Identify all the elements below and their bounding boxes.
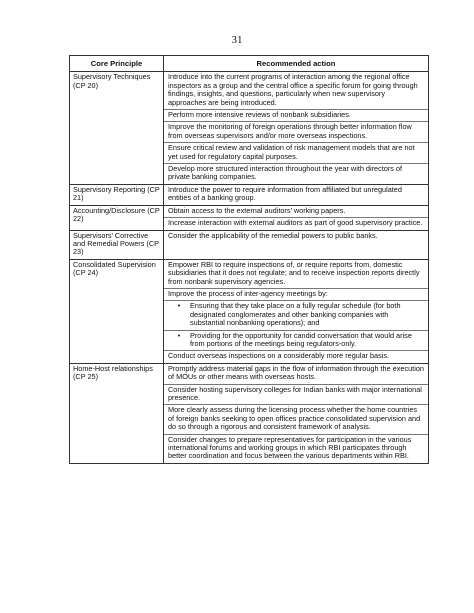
action-text: Consider hosting supervisory colleges for Indian banks with major international presence. <box>164 384 428 405</box>
core-principle-cell <box>70 230 164 259</box>
bullet-icon: • <box>177 330 181 340</box>
core-principle-cell <box>70 205 164 230</box>
action-text: Consider the applicability of the remedial powers to public banks. <box>168 230 378 240</box>
recommended-action-cell <box>164 230 429 259</box>
core-principle-label: Accounting/Disclosure (CP 22) <box>73 205 160 224</box>
header-core-principle: Core Principle <box>70 56 164 72</box>
table-row <box>70 184 429 205</box>
action-text: Introduce the power to require information from affiliated but unregulated entities of a banking group. <box>168 184 402 203</box>
recommended-action-cell <box>164 363 429 463</box>
action-text: Ensure critical review and validation of risk management models that are not yet used for regulatory capital purposes. <box>164 142 428 163</box>
core-principle-cell <box>70 363 164 463</box>
recommended-action-cell <box>164 205 429 230</box>
core-principle-label: Consolidated Supervision (CP 24) <box>73 259 156 278</box>
core-principle-label: Supervisory Reporting (CP 21) <box>73 184 160 203</box>
table-row <box>70 230 429 259</box>
action-text: Empower RBI to require inspections of, or require reports from, domestic subsidiaries that it does not regulate; and to receive inspection reports directly from nonbank supervisory agencies. <box>168 259 420 286</box>
core-principle-cell <box>70 184 164 205</box>
core-principle-label: Home-Host relationships (CP 25) <box>73 363 153 382</box>
action-text: Develop more structured interaction throughout the year with directors of private banking companies. <box>164 163 428 184</box>
core-principles-table <box>69 55 429 464</box>
action-bullet-item <box>164 300 428 329</box>
action-text: Providing for the opportunity for candid conversation that would arise from portions of the meetings being regulators-only. <box>190 330 412 348</box>
action-text: Conduct overseas inspections on a considerably more regular basis. <box>164 350 428 362</box>
action-text: Introduce into the current programs of interaction among the regional office inspectors as a group and the central office a specific forum for going through findings, insights, and questions, particularly when new supervisory approaches are being introduced. <box>168 72 418 107</box>
action-text: More clearly assess during the licensing process whether the home countries of foreign banks seeking to open offices practice consolidated supervision and do so through a rigorous and consistent framework of analysis. <box>164 404 428 433</box>
table-row <box>70 205 429 230</box>
header-recommended-action: Recommended action <box>164 56 429 72</box>
action-text: Perform more intensive reviews of nonbank subsidiaries. <box>164 109 428 121</box>
action-text: Improve the process of inter-agency meetings by: <box>164 288 428 300</box>
bullet-icon: • <box>177 301 181 311</box>
core-principle-label: Supervisory Techniques (CP 20) <box>73 72 151 90</box>
core-principle-cell <box>70 259 164 363</box>
action-bullet-item <box>164 330 428 351</box>
recommended-action-cell <box>164 72 429 184</box>
action-text: Improve the monitoring of foreign operations through better information flow from overseas supervisors and/or more overseas inspections. <box>164 121 428 142</box>
action-text: Ensuring that they take place on a fully regular schedule (for both designated conglomerates and other banking companies with substantial nonbanking operations); and <box>190 301 401 328</box>
action-text: Obtain access to the external auditors’ working papers. <box>168 205 346 215</box>
core-principle-cell <box>70 72 164 184</box>
recommended-action-cell <box>164 259 429 363</box>
action-text: Increase interaction with external auditors as part of good supervisory practice. <box>164 217 428 229</box>
recommended-action-cell <box>164 184 429 205</box>
table-header-row <box>70 56 429 72</box>
table-row <box>70 259 429 363</box>
action-text: Promptly address material gaps in the flow of information through the execution of MOUs or other means with overseas hosts. <box>168 363 424 382</box>
table-row <box>70 363 429 463</box>
action-text: Consider changes to prepare representatives for participation in the various international forums and working groups in which RBI participates through better coordination and focus between the various departments within RBI. <box>164 434 428 463</box>
core-principle-label: Supervisors’ Corrective and Remedial Powers (CP 23) <box>73 230 159 257</box>
page-number: 31 <box>231 34 243 46</box>
table-row <box>70 72 429 184</box>
